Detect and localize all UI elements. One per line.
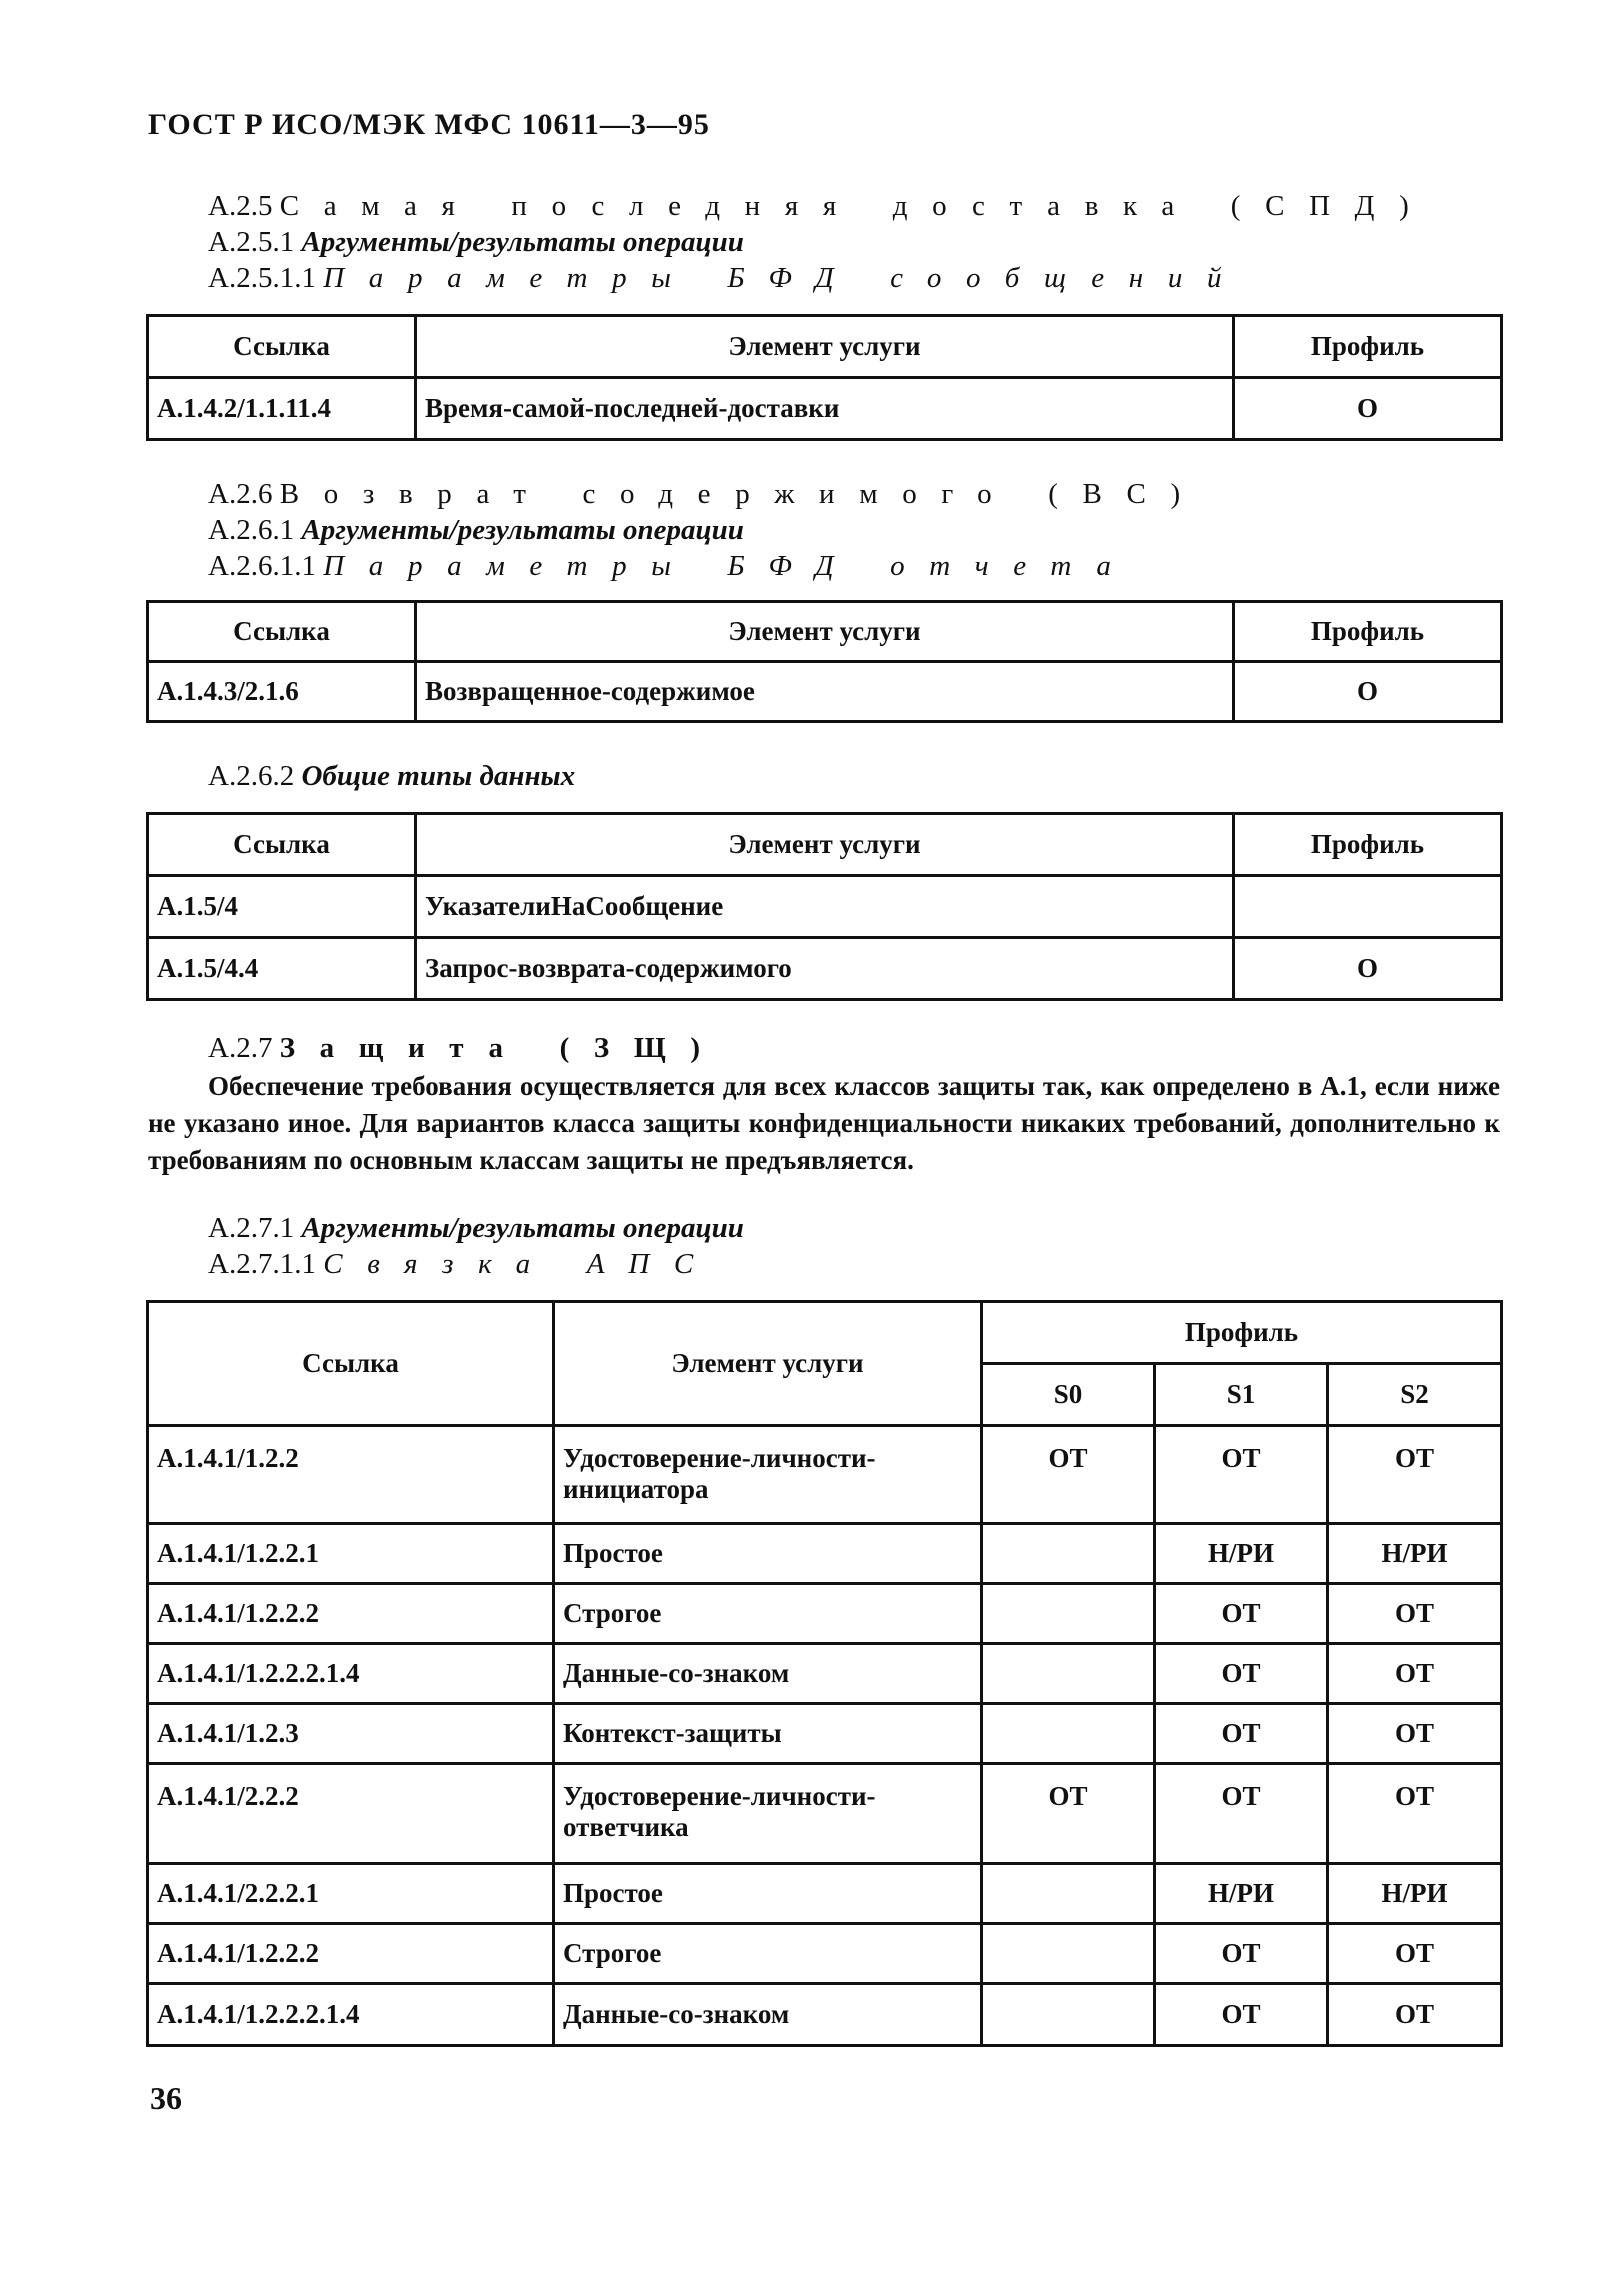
ref-cell: А.1.5/4 — [148, 876, 416, 938]
page-number: 36 — [150, 2080, 182, 2116]
section-number: А.2.7.1 — [208, 1212, 295, 1244]
profile-s0-cell — [982, 1924, 1155, 1984]
section-title: Параметры БФД отчета — [323, 550, 1136, 582]
profile-cell: О — [1234, 938, 1502, 1000]
table-row — [148, 1584, 1502, 1644]
profile-s1-cell: ОТ — [1155, 1924, 1328, 1984]
profile-s2-cell: ОТ — [1328, 1584, 1502, 1644]
section-number: А.2.6.1 — [208, 514, 295, 546]
profile-s0-cell — [982, 1584, 1155, 1644]
profile-cell: О — [1234, 378, 1502, 440]
table-header-row — [148, 602, 1502, 662]
ref-cell: А.1.4.1/2.2.2 — [148, 1764, 554, 1864]
profile-s0-cell — [982, 1864, 1155, 1924]
table-row — [148, 1924, 1502, 1984]
section-a2611-heading — [208, 550, 1136, 583]
document-header: ГОСТ Р ИСО/МЭК МФС 10611—3—95 — [148, 108, 710, 141]
section-number: А.2.5.1 — [208, 226, 295, 258]
element-cell: Строгое — [554, 1584, 982, 1644]
section-a26-heading — [208, 478, 1205, 511]
ref-cell: А.1.4.2/1.1.11.4 — [148, 378, 416, 440]
section-a2711-heading — [208, 1248, 718, 1281]
profile-s2-cell: ОТ — [1328, 1644, 1502, 1704]
header-cell: Ссылка — [148, 316, 416, 378]
ref-cell: А.1.4.1/2.2.2.1 — [148, 1864, 554, 1924]
section-title: Аргументы/результаты операции — [301, 1212, 744, 1244]
profile-s2-cell: ОТ — [1328, 1764, 1502, 1864]
header-cell: Ссылка — [148, 602, 416, 662]
table-row — [148, 1984, 1502, 2046]
ref-cell: А.1.4.1/1.2.2.2 — [148, 1584, 554, 1644]
section-title: Аргументы/результаты операции — [301, 226, 744, 258]
element-cell: Возвращенное-содержимое — [416, 662, 1234, 722]
section-a25-heading — [208, 190, 1433, 223]
section-title: Параметры БФД сообщений — [323, 262, 1247, 294]
section-number: А.2.5.1.1 — [208, 262, 316, 294]
section-number: А.2.6 — [208, 478, 273, 510]
section-a271-heading — [208, 1212, 744, 1245]
subheader-cell: S1 — [1155, 1364, 1328, 1426]
subheader-cell: S0 — [982, 1364, 1155, 1426]
table-row — [148, 876, 1502, 938]
element-cell: Простое — [554, 1524, 982, 1584]
table-row — [148, 378, 1502, 440]
profile-s2-cell: Н/РИ — [1328, 1864, 1502, 1924]
subheader-cell: S2 — [1328, 1364, 1502, 1426]
table-row — [148, 938, 1502, 1000]
profile-s0-cell — [982, 1984, 1155, 2046]
element-cell: Запрос-возврата-содержимого — [416, 938, 1234, 1000]
profile-s2-cell: ОТ — [1328, 1426, 1502, 1524]
section-title: Защита (ЗЩ) — [279, 1032, 725, 1064]
profile-s1-cell: Н/РИ — [1155, 1524, 1328, 1584]
header-cell: Ссылка — [148, 1302, 554, 1426]
profile-s1-cell: ОТ — [1155, 1764, 1328, 1864]
table-row — [148, 662, 1502, 722]
profile-s0-cell: ОТ — [982, 1764, 1155, 1864]
profile-s2-cell: ОТ — [1328, 1984, 1502, 2046]
element-cell: Контекст-защиты — [554, 1704, 982, 1764]
header-cell: Элемент услуги — [416, 602, 1234, 662]
profile-s1-cell: ОТ — [1155, 1984, 1328, 2046]
profile-s1-cell: ОТ — [1155, 1644, 1328, 1704]
header-cell: Профиль — [982, 1302, 1502, 1364]
table-a2711 — [146, 1300, 1503, 2047]
profile-s1-cell: Н/РИ — [1155, 1864, 1328, 1924]
element-cell: Данные-со-знаком — [554, 1644, 982, 1704]
section-a27-heading — [208, 1032, 725, 1065]
profile-s2-cell: Н/РИ — [1328, 1524, 1502, 1584]
table-row — [148, 1704, 1502, 1764]
header-cell: Профиль — [1234, 602, 1502, 662]
profile-s1-cell: ОТ — [1155, 1584, 1328, 1644]
section-a261-heading — [208, 514, 744, 547]
profile-s1-cell: ОТ — [1155, 1704, 1328, 1764]
section-a2511-heading — [208, 262, 1246, 295]
table-header-row — [148, 814, 1502, 876]
section-a27-paragraph: Обеспечение требования осуществляется для всех классов защиты так, как определено в А.1, если ниже не указано иное. Для вариантов класса защиты конфиденциальности никаких требований, дополнительно к требованиям по основным классам защиты не предъявляется. — [148, 1071, 1500, 1175]
header-cell: Профиль — [1234, 316, 1502, 378]
table-row — [148, 1644, 1502, 1704]
profile-s2-cell: ОТ — [1328, 1924, 1502, 1984]
table-row — [148, 1864, 1502, 1924]
profile-s1-cell: ОТ — [1155, 1426, 1328, 1524]
profile-s0-cell — [982, 1644, 1155, 1704]
section-number: А.2.5 — [208, 190, 273, 222]
section-title: Аргументы/результаты операции — [301, 514, 744, 546]
element-cell: Данные-со-знаком — [554, 1984, 982, 2046]
section-a251-heading — [208, 226, 744, 259]
element-cell: Строгое — [554, 1924, 982, 1984]
table-header-row — [148, 1302, 1502, 1364]
section-number: А.2.6.1.1 — [208, 550, 316, 582]
element-cell: Удостоверение-личности-инициатора — [554, 1426, 982, 1524]
header-cell: Профиль — [1234, 814, 1502, 876]
profile-s0-cell: ОТ — [982, 1426, 1155, 1524]
table-row — [148, 1426, 1502, 1524]
profile-s0-cell — [982, 1704, 1155, 1764]
ref-cell: А.1.4.3/2.1.6 — [148, 662, 416, 722]
table-header-row — [148, 316, 1502, 378]
profile-s2-cell: ОТ — [1328, 1704, 1502, 1764]
header-cell: Элемент услуги — [416, 814, 1234, 876]
profile-cell: О — [1234, 662, 1502, 722]
ref-cell: А.1.5/4.4 — [148, 938, 416, 1000]
ref-cell: А.1.4.1/1.2.2.2.1.4 — [148, 1984, 554, 2046]
profile-cell — [1234, 876, 1502, 938]
section-title: Самая последняя доставка (СПД) — [279, 190, 1434, 222]
element-cell: Время-самой-последней-доставки — [416, 378, 1234, 440]
section-number: А.2.7.1.1 — [208, 1248, 316, 1280]
table-a2611 — [146, 600, 1503, 723]
section-a262-heading — [208, 760, 575, 793]
section-number: А.2.7 — [208, 1032, 273, 1064]
ref-cell: А.1.4.1/1.2.2.1 — [148, 1524, 554, 1584]
ref-cell: А.1.4.1/1.2.2 — [148, 1426, 554, 1524]
element-cell: Удостоверение-личности-ответчика — [554, 1764, 982, 1864]
section-title: Возврат содержимого (ВС) — [279, 478, 1205, 510]
section-title: Общие типы данных — [301, 760, 576, 792]
ref-cell: А.1.4.1/1.2.2.2 — [148, 1924, 554, 1984]
header-cell: Элемент услуги — [416, 316, 1234, 378]
table-a262 — [146, 812, 1503, 1001]
section-title: Связка АПС — [323, 1248, 718, 1280]
table-a2511 — [146, 314, 1503, 441]
profile-s0-cell — [982, 1524, 1155, 1584]
ref-cell: А.1.4.1/1.2.2.2.1.4 — [148, 1644, 554, 1704]
header-cell: Элемент услуги — [554, 1302, 982, 1426]
header-cell: Ссылка — [148, 814, 416, 876]
ref-cell: А.1.4.1/1.2.3 — [148, 1704, 554, 1764]
element-cell: УказателиНаСообщение — [416, 876, 1234, 938]
section-number: А.2.6.2 — [208, 760, 295, 792]
table-row — [148, 1764, 1502, 1864]
table-row — [148, 1524, 1502, 1584]
element-cell: Простое — [554, 1864, 982, 1924]
